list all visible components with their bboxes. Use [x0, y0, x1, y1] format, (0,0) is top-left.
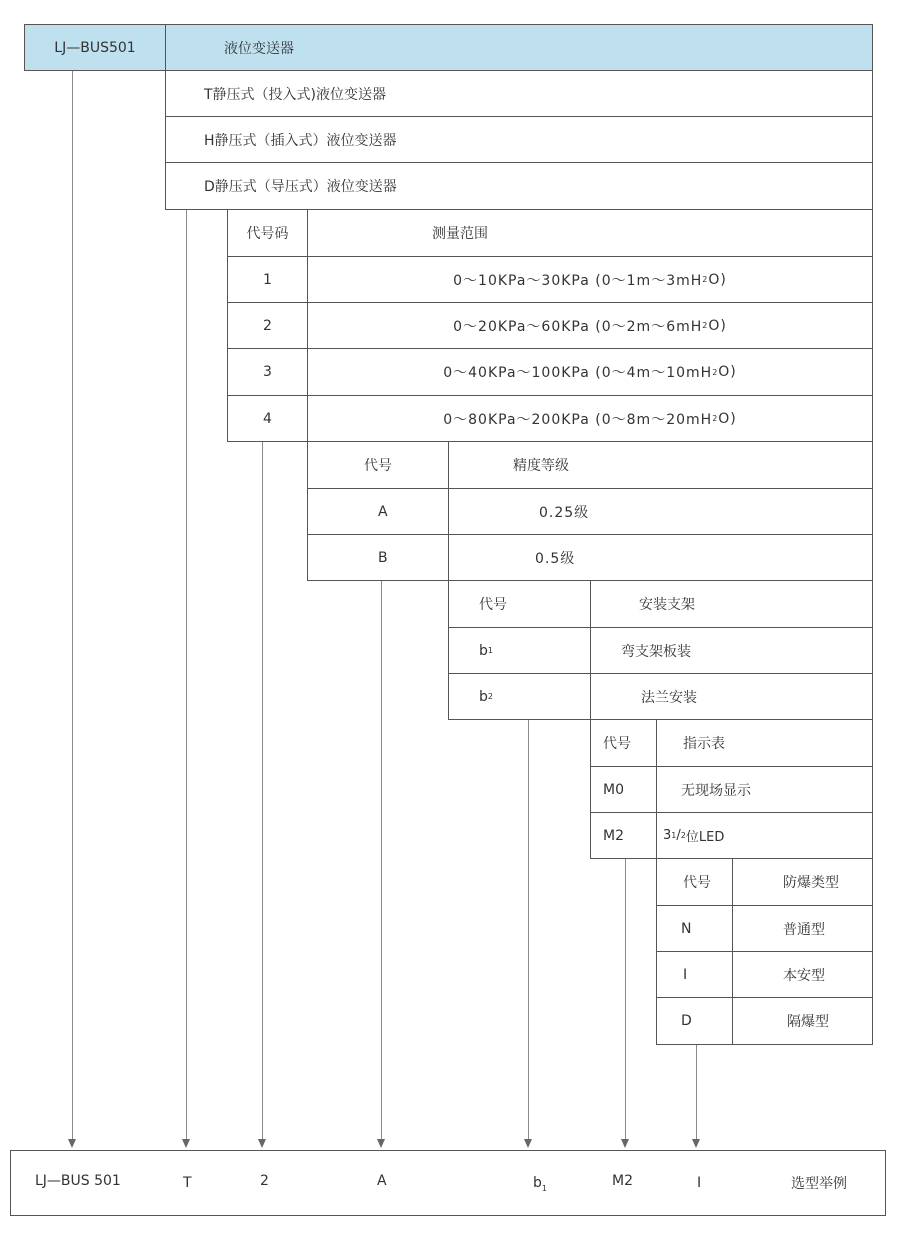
- type-label: H静压式（插入式）液位变送器: [204, 132, 397, 149]
- explosion-code-cell: D: [656, 997, 733, 1045]
- range-code-cell: 4: [227, 395, 308, 442]
- accuracy-value-cell: 0.5级: [448, 534, 873, 581]
- explosion-code-cell: N: [656, 905, 733, 952]
- bracket-code-cell: b 2: [448, 673, 591, 720]
- range-code-cell: 2: [227, 302, 308, 349]
- connector-line-display: [625, 859, 626, 1139]
- arrow-down-icon: [68, 1139, 76, 1148]
- bracket-value-cell: 弯支架板装: [590, 627, 873, 674]
- type-row-t: [165, 70, 873, 117]
- type-row-h: [165, 116, 873, 163]
- bracket-header-code: 代号: [448, 580, 591, 628]
- example-label: 选型举例: [791, 1176, 847, 1192]
- connector-line-explosion: [696, 1045, 697, 1139]
- display-header-label: 指示表: [656, 719, 873, 767]
- model-name: 液位变送器: [224, 40, 294, 57]
- display-code-cell: M2: [590, 812, 657, 859]
- arrow-down-icon: [182, 1139, 190, 1148]
- type-row-d: [165, 162, 873, 210]
- accuracy-code-cell: B: [307, 534, 449, 581]
- arrow-down-icon: [692, 1139, 700, 1148]
- selection-example-bar: [10, 1150, 886, 1216]
- connector-line-bracket: [528, 720, 529, 1139]
- type-label: T静压式（投入式)液位变送器: [204, 86, 387, 103]
- explosion-value-cell: 普通型: [732, 905, 873, 952]
- model-code: LJ—BUS501: [54, 39, 136, 56]
- model-code-cell: [24, 24, 166, 71]
- display-value-cell: 无现场显示: [656, 766, 873, 813]
- example-accuracy: A: [377, 1173, 387, 1189]
- bracket-value-cell: 法兰安装: [590, 673, 873, 720]
- arrow-down-icon: [621, 1139, 629, 1148]
- explosion-header-code: 代号: [656, 858, 733, 906]
- arrow-down-icon: [524, 1139, 532, 1148]
- explosion-value-cell: 隔爆型: [732, 997, 873, 1045]
- example-model: LJ—BUS 501: [35, 1173, 121, 1189]
- accuracy-code-cell: A: [307, 488, 449, 535]
- connector-line-type: [186, 210, 187, 1139]
- explosion-value-cell: 本安型: [732, 951, 873, 998]
- connector-line-model: [72, 71, 73, 1139]
- display-value-cell: 3 1 / 2 位LED: [656, 812, 873, 859]
- explosion-header-label: 防爆类型: [732, 858, 873, 906]
- range-value-cell: 0～10KPa～30KPa (0～1m～3mH 2 O): [307, 256, 873, 303]
- range-value-cell: 0～20KPa～60KPa (0～2m～6mH 2 O): [307, 302, 873, 349]
- range-header-label: 测量范围: [307, 209, 873, 257]
- range-code-cell: 3: [227, 348, 308, 396]
- bracket-header-label: 安装支架: [590, 580, 873, 628]
- type-label: D静压式（导压式）液位变送器: [204, 179, 397, 195]
- example-type: T: [183, 1175, 192, 1191]
- example-range: 2: [260, 1173, 269, 1189]
- accuracy-value-cell: 0.25级: [448, 488, 873, 535]
- range-code-cell: 1: [227, 256, 308, 303]
- display-header-code: 代号: [590, 719, 657, 767]
- accuracy-header-code: 代号: [307, 441, 449, 489]
- connector-line-accuracy: [381, 581, 382, 1139]
- range-header-code: 代号码: [227, 209, 308, 257]
- range-value-cell: 0～80KPa～200KPa (0～8m～20mH 2 O): [307, 395, 873, 442]
- arrow-down-icon: [377, 1139, 385, 1148]
- example-display: M2: [612, 1173, 633, 1189]
- range-value-cell: 0～40KPa～100KPa (0～4m～10mH 2 O): [307, 348, 873, 396]
- display-code-cell: M0: [590, 766, 657, 813]
- explosion-code-cell: I: [656, 951, 733, 998]
- accuracy-header-label: 精度等级: [448, 441, 873, 489]
- bracket-code-cell: b 1: [448, 627, 591, 674]
- example-bracket: $b_1$: [533, 1175, 547, 1193]
- connector-line-range: [262, 442, 263, 1139]
- arrow-down-icon: [258, 1139, 266, 1148]
- example-explosion: I: [697, 1175, 702, 1191]
- model-name-cell: [165, 24, 873, 71]
